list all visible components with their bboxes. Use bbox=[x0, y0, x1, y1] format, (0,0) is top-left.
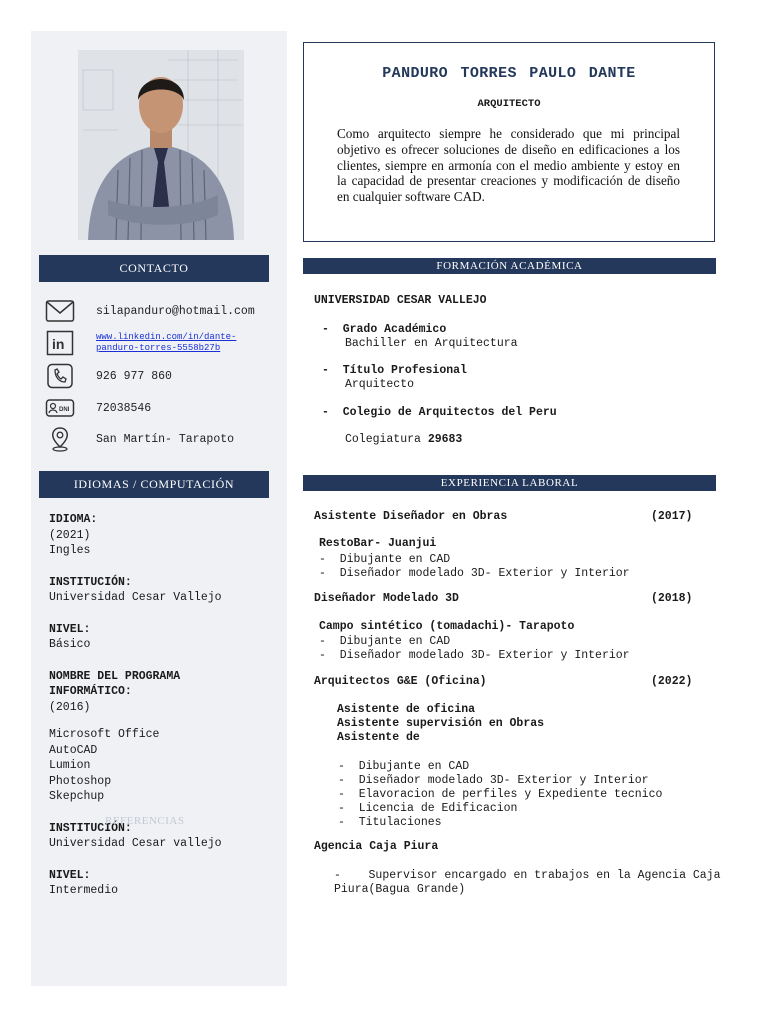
linkedin-icon bbox=[45, 330, 75, 356]
program-item: Photoshop bbox=[49, 774, 112, 788]
job-3-positions: Asistente de oficina Asistente supervisión en Obras Asistente de bbox=[337, 703, 545, 744]
program-year: (2016) bbox=[49, 700, 91, 714]
institution-label: INSTITUCIÓN: bbox=[49, 575, 132, 589]
contact-email[interactable]: silapanduro@hotmail.com bbox=[96, 304, 255, 318]
institution-2-label: INSTITUCIÓN: bbox=[49, 821, 132, 835]
education-professional-title: - Título Profesional Arquitecto bbox=[322, 364, 467, 391]
education-college-number: Colegiatura 29683 bbox=[345, 433, 463, 446]
program-item: AutoCAD bbox=[49, 743, 98, 757]
languages-block bbox=[49, 512, 279, 899]
level-label: NIVEL: bbox=[49, 622, 91, 636]
job-2-year: (2018) bbox=[651, 592, 693, 605]
education-university: UNIVERSIDAD CESAR VALLEJO bbox=[314, 294, 487, 307]
job-2-company: Campo sintético (tomadachi)- Tarapoto bbox=[319, 620, 575, 633]
job-1-year: (2017) bbox=[651, 510, 693, 523]
education-degree: - Grado Académico Bachiller en Arquitectura bbox=[322, 323, 518, 350]
envelope-icon bbox=[45, 298, 75, 324]
job-1-tasks: - Dibujante en CAD - Diseñador modelado 3D- Exterior y Interior bbox=[319, 553, 630, 580]
contact-section-header: CONTACTO bbox=[39, 255, 269, 282]
contact-linkedin-row bbox=[45, 330, 266, 356]
profile-photo bbox=[78, 50, 244, 240]
education-college: - Colegio de Arquitectos del Peru bbox=[322, 406, 557, 419]
contact-phone: 926 977 860 bbox=[96, 369, 172, 383]
contact-location: San Martín- Tarapoto bbox=[96, 432, 235, 446]
contact-dni-row bbox=[45, 395, 151, 421]
idioma-year: (2021) bbox=[49, 528, 91, 542]
job-3-tasks: - Dibujante en CAD - Diseñador modelado 3D- Exterior y Interior - Elavoracion de perfiles y Expediente tecnico - Licencia de Edificacion - Titulaciones bbox=[338, 760, 663, 829]
job-2-tasks: - Dibujante en CAD - Diseñador modelado 3D- Exterior y Interior bbox=[319, 635, 630, 662]
job-3-year: (2022) bbox=[651, 675, 693, 688]
job-4-task: - Supervisor encargado en trabajos en la Agencia Caja Piura(Bagua Grande) bbox=[334, 869, 721, 896]
contact-phone-row bbox=[45, 363, 172, 389]
education-section-header: FORMACIÓN ACADÉMICA bbox=[303, 258, 716, 274]
job-2-role: Diseñador Modelado 3D bbox=[314, 592, 459, 605]
svg-text:DNI: DNI bbox=[59, 407, 70, 413]
level-value: Básico bbox=[49, 638, 91, 651]
contact-email-row bbox=[45, 298, 255, 324]
job-title: ARQUITECTO bbox=[477, 98, 541, 110]
job-1-company: RestoBar- Juanjui bbox=[319, 537, 437, 550]
institution-2-value: Universidad Cesar vallejo bbox=[49, 837, 222, 850]
program-item: Lumion bbox=[49, 759, 91, 772]
contact-dni: 72038546 bbox=[96, 401, 152, 415]
id-card-icon bbox=[45, 395, 75, 421]
job-4-role: Agencia Caja Piura bbox=[314, 840, 439, 853]
level-2-value: Intermedio bbox=[49, 884, 119, 897]
level-2-label: NIVEL: bbox=[49, 868, 91, 882]
job-1-role: Asistente Diseñador en Obras bbox=[314, 510, 508, 523]
idioma-label: IDIOMA: bbox=[49, 513, 98, 526]
faded-references-label: REFERENCIAS bbox=[105, 815, 185, 827]
phone-icon bbox=[45, 363, 75, 389]
program-item: Skepchup bbox=[49, 790, 105, 803]
institution-value: Universidad Cesar Vallejo bbox=[49, 591, 222, 604]
svg-text:in: in bbox=[52, 336, 65, 352]
idioma-value: Ingles bbox=[49, 544, 91, 557]
job-3-role: Arquitectos G&E (Oficina) bbox=[314, 675, 487, 688]
profile-summary: Como arquitecto siempre he considerado que mi principal objetivo es ofrecer soluciones de diseño en edificaciones a los clientes, siempre en armonía con el medio ambiente y estoy en la capacidad de presentar creaciones y modificación de diseño en cualquier software CAD. bbox=[337, 126, 680, 205]
program-label: NOMBRE DEL PROGRAMA INFORMÁTICO: bbox=[49, 669, 181, 698]
full-name: PANDURO TORRES PAULO DANTE bbox=[382, 65, 636, 82]
location-pin-icon bbox=[45, 426, 75, 452]
contact-location-row bbox=[45, 426, 234, 452]
contact-linkedin-link[interactable]: www.linkedin.com/in/dante-panduro-torres-5558b27b bbox=[96, 332, 237, 353]
program-item: Microsoft Office bbox=[49, 728, 160, 741]
header-box bbox=[303, 42, 715, 242]
experience-section-header: EXPERIENCIA LABORAL bbox=[303, 475, 716, 491]
languages-section-header: IDIOMAS / COMPUTACIÓN bbox=[39, 471, 269, 498]
